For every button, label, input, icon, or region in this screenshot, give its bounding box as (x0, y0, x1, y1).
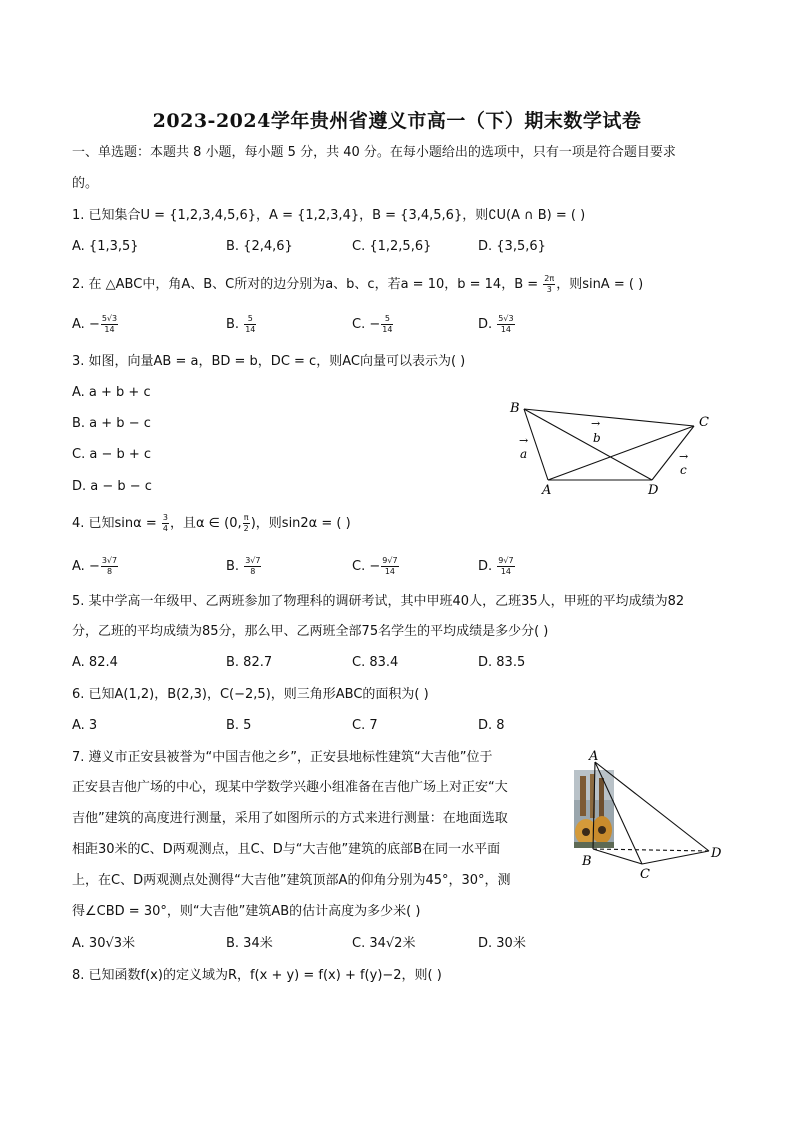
q3-arrow-a-icon: → (519, 434, 529, 447)
q4-option-d-num: 9√7 (498, 556, 514, 565)
section-instructions-line1: 一、单选题：本题共 8 小题，每小题 5 分，共 40 分。在每小题给出的选项中，只有一项是符合题目要求 (72, 145, 676, 160)
q2-stem (72, 274, 643, 295)
q6-option-d: D. 8 (478, 718, 505, 733)
q2-option-d (478, 314, 516, 335)
q3-label-vec-c: c (680, 463, 687, 477)
q1-option-b: B. {2,4,6} (226, 239, 293, 254)
q4-option-c-sign: − (369, 559, 381, 574)
q2-b-denominator: 3 (546, 285, 552, 294)
q2-option-a (72, 314, 119, 335)
q7-guitar-figure (566, 748, 726, 884)
q1-option-a: A. {1,3,5} (72, 239, 139, 254)
q4-option-a-sign: − (88, 559, 100, 574)
q7-option-d: D. 30米 (478, 936, 526, 951)
q3-label-c: C (699, 415, 709, 430)
q4-sin-den: 4 (162, 524, 168, 533)
q8-stem: 8. 已知函数f(x)的定义域为R，f(x + y) = f(x) + f(y)−2，则( ) (72, 968, 442, 983)
q4-stem-part2: ，且α ∈ (0, (169, 516, 242, 531)
q2-option-d-den: 14 (500, 325, 512, 334)
q3-option-d: D. a − b − c (72, 479, 152, 494)
q3-stem: 3. 如图，向量AB = a，BD = b，DC = c，则AC向量可以表示为( ) (72, 354, 466, 369)
section-instructions-line2: 的。 (72, 176, 99, 191)
q2-option-c-fraction (381, 314, 393, 335)
q4-option-c-num: 9√7 (382, 556, 398, 565)
q1-option-d: D. {3,5,6} (478, 239, 546, 254)
q4-option-c (352, 556, 400, 577)
q2-option-c-den: 14 (382, 325, 393, 334)
q7-stem-line1: 7. 遵义市正安县被誉为“中国吉他之乡”，正安县地标性建筑“大吉他”位于 (72, 750, 493, 765)
q2-option-a-fraction (101, 314, 118, 335)
q4-option-a (72, 556, 119, 577)
q7-label-c: C (640, 867, 650, 882)
q4-option-b (226, 556, 262, 577)
q6-option-b: B. 5 (226, 718, 252, 733)
q7-stem-line4: 相距30米的C、D两观测点，且C、D与“大吉他”建筑的底部B在同一水平面 (72, 842, 501, 857)
q2-option-b-letter: B. (226, 317, 240, 332)
q2-option-a-sign: − (88, 317, 100, 332)
q4-option-a-letter: A. (72, 559, 85, 574)
q3-arrow-c-icon: → (679, 450, 689, 463)
q1-option-c: C. {1,2,5,6} (352, 239, 432, 254)
q7-stem-line2: 正安县吉他广场的中心，现某中学数学兴趣小组准备在吉他广场上对正安“大 (72, 780, 508, 795)
q3-option-a: A. a + b + c (72, 385, 151, 400)
q7-edge-cd (642, 851, 709, 864)
q7-stem-line5: 上，在C、D两观测点处测得“大吉他”建筑顶部A的仰角分别为45°，30°，测 (72, 873, 511, 888)
q2-option-d-fraction (497, 314, 514, 335)
q3-label-vec-b: b (593, 431, 601, 445)
q4-option-a-den: 8 (106, 567, 113, 576)
q4-stem-part1: 4. 已知sinα = (72, 516, 161, 531)
q4-option-b-num: 3√7 (245, 556, 261, 565)
q2-option-b-num: 5 (244, 314, 256, 325)
q2-stem-part2: ，则sinA = ( ) (556, 277, 644, 292)
q4-option-a-fraction (101, 556, 118, 577)
q4-option-d (478, 556, 516, 577)
q5-option-b: B. 82.7 (226, 655, 273, 670)
q1-stem: 1. 已知集合U = {1,2,3,4,5,6}，A = {1,2,3,4}，B = {3,4,5,6}，则∁U(A ∩ B) = ( ) (72, 208, 586, 223)
q7-option-b: B. 34米 (226, 936, 273, 951)
q2-option-b-fraction (244, 314, 256, 335)
q4-option-d-fraction (497, 556, 514, 577)
q7-stem-line3: 吉他”建筑的高度进行测量，采用了如图所示的方式来进行测量：在地面选取 (72, 811, 508, 826)
q4-sin-num: 3 (162, 513, 168, 522)
q2-option-c-sign: − (369, 317, 381, 332)
q7-stem-line6: 得∠CBD = 30°，则“大吉他”建筑AB的估计高度为多少米( ) (72, 904, 421, 919)
q4-option-c-den: 14 (384, 567, 395, 576)
q4-option-b-fraction (244, 556, 261, 577)
q3-option-c: C. a − b + c (72, 447, 152, 462)
q4-sin-fraction (162, 513, 169, 534)
q5-option-a: A. 82.4 (72, 655, 118, 670)
q5-option-c: C. 83.4 (352, 655, 399, 670)
q3-arrow-b-icon: → (591, 417, 601, 430)
q5-stem-line2: 分，乙班的平均成绩为85分，那么甲、乙两班全部75名学生的平均成绩是多少分( ) (72, 624, 549, 639)
q4-option-c-letter: C. (352, 559, 366, 574)
q7-label-d: D (711, 846, 722, 861)
q4-option-d-letter: D. (478, 559, 493, 574)
q3-label-vec-a: a (520, 447, 528, 461)
q7-option-a: A. 30√3米 (72, 936, 136, 951)
q4-pi-den: 2 (243, 524, 249, 533)
q7-option-c: C. 34√2米 (352, 936, 416, 951)
q2-option-d-letter: D. (478, 317, 493, 332)
q2-option-a-den: 14 (104, 325, 115, 334)
q2-option-d-num: 5√3 (498, 314, 514, 323)
q7-edge-bc (593, 849, 642, 864)
q5-stem-line1: 5. 某中学高一年级甲、乙两班参加了物理科的调研考试，其中甲班40人，乙班35人，甲班的平均成绩为82 (72, 594, 685, 609)
q4-option-d-den: 14 (500, 567, 512, 576)
q7-label-a: A (589, 749, 599, 764)
q4-stem (72, 513, 351, 534)
q4-option-b-den: 8 (250, 567, 256, 576)
q4-option-b-letter: B. (226, 559, 240, 574)
q2-option-a-num: 5√3 (101, 314, 118, 323)
q4-option-c-fraction (381, 556, 398, 577)
q3-option-b: B. a + b − c (72, 416, 151, 431)
q2-b-fraction (543, 274, 555, 295)
q6-option-c: C. 7 (352, 718, 378, 733)
q6-stem: 6. 已知A(1,2)，B(2,3)，C(−2,5)，则三角形ABC的面积为( ) (72, 687, 429, 702)
q3-label-b: B (510, 401, 520, 416)
q2-b-numerator: 2π (544, 274, 555, 283)
q2-option-c-num: 5 (381, 314, 393, 325)
q5-option-d: D. 83.5 (478, 655, 526, 670)
q2-option-a-letter: A. (72, 317, 85, 332)
q2-option-c (352, 314, 394, 335)
q4-option-a-num: 3√7 (101, 556, 118, 565)
q4-stem-part3: )，则sin2α = ( ) (250, 516, 351, 531)
q2-option-b (226, 314, 257, 335)
q4-pi-fraction (243, 513, 250, 534)
q6-option-a: A. 3 (72, 718, 98, 733)
q2-stem-part1: 2. 在 △ABC中，角A、B、C所对的边分别为a、b、c，若a = 10，b = 14，B = (72, 277, 543, 292)
q3-vector-figure (500, 398, 720, 498)
q2-option-c-letter: C. (352, 317, 366, 332)
page-title: 2023-2024学年贵州省遵义市高一（下）期末数学试卷 (152, 110, 642, 132)
q3-label-a: A (542, 483, 552, 498)
q7-edge-bd (593, 849, 709, 851)
q4-pi-num: π (243, 513, 249, 522)
q7-label-b: B (582, 854, 592, 869)
q2-option-b-den: 14 (245, 325, 256, 334)
q3-label-d: D (648, 483, 659, 498)
